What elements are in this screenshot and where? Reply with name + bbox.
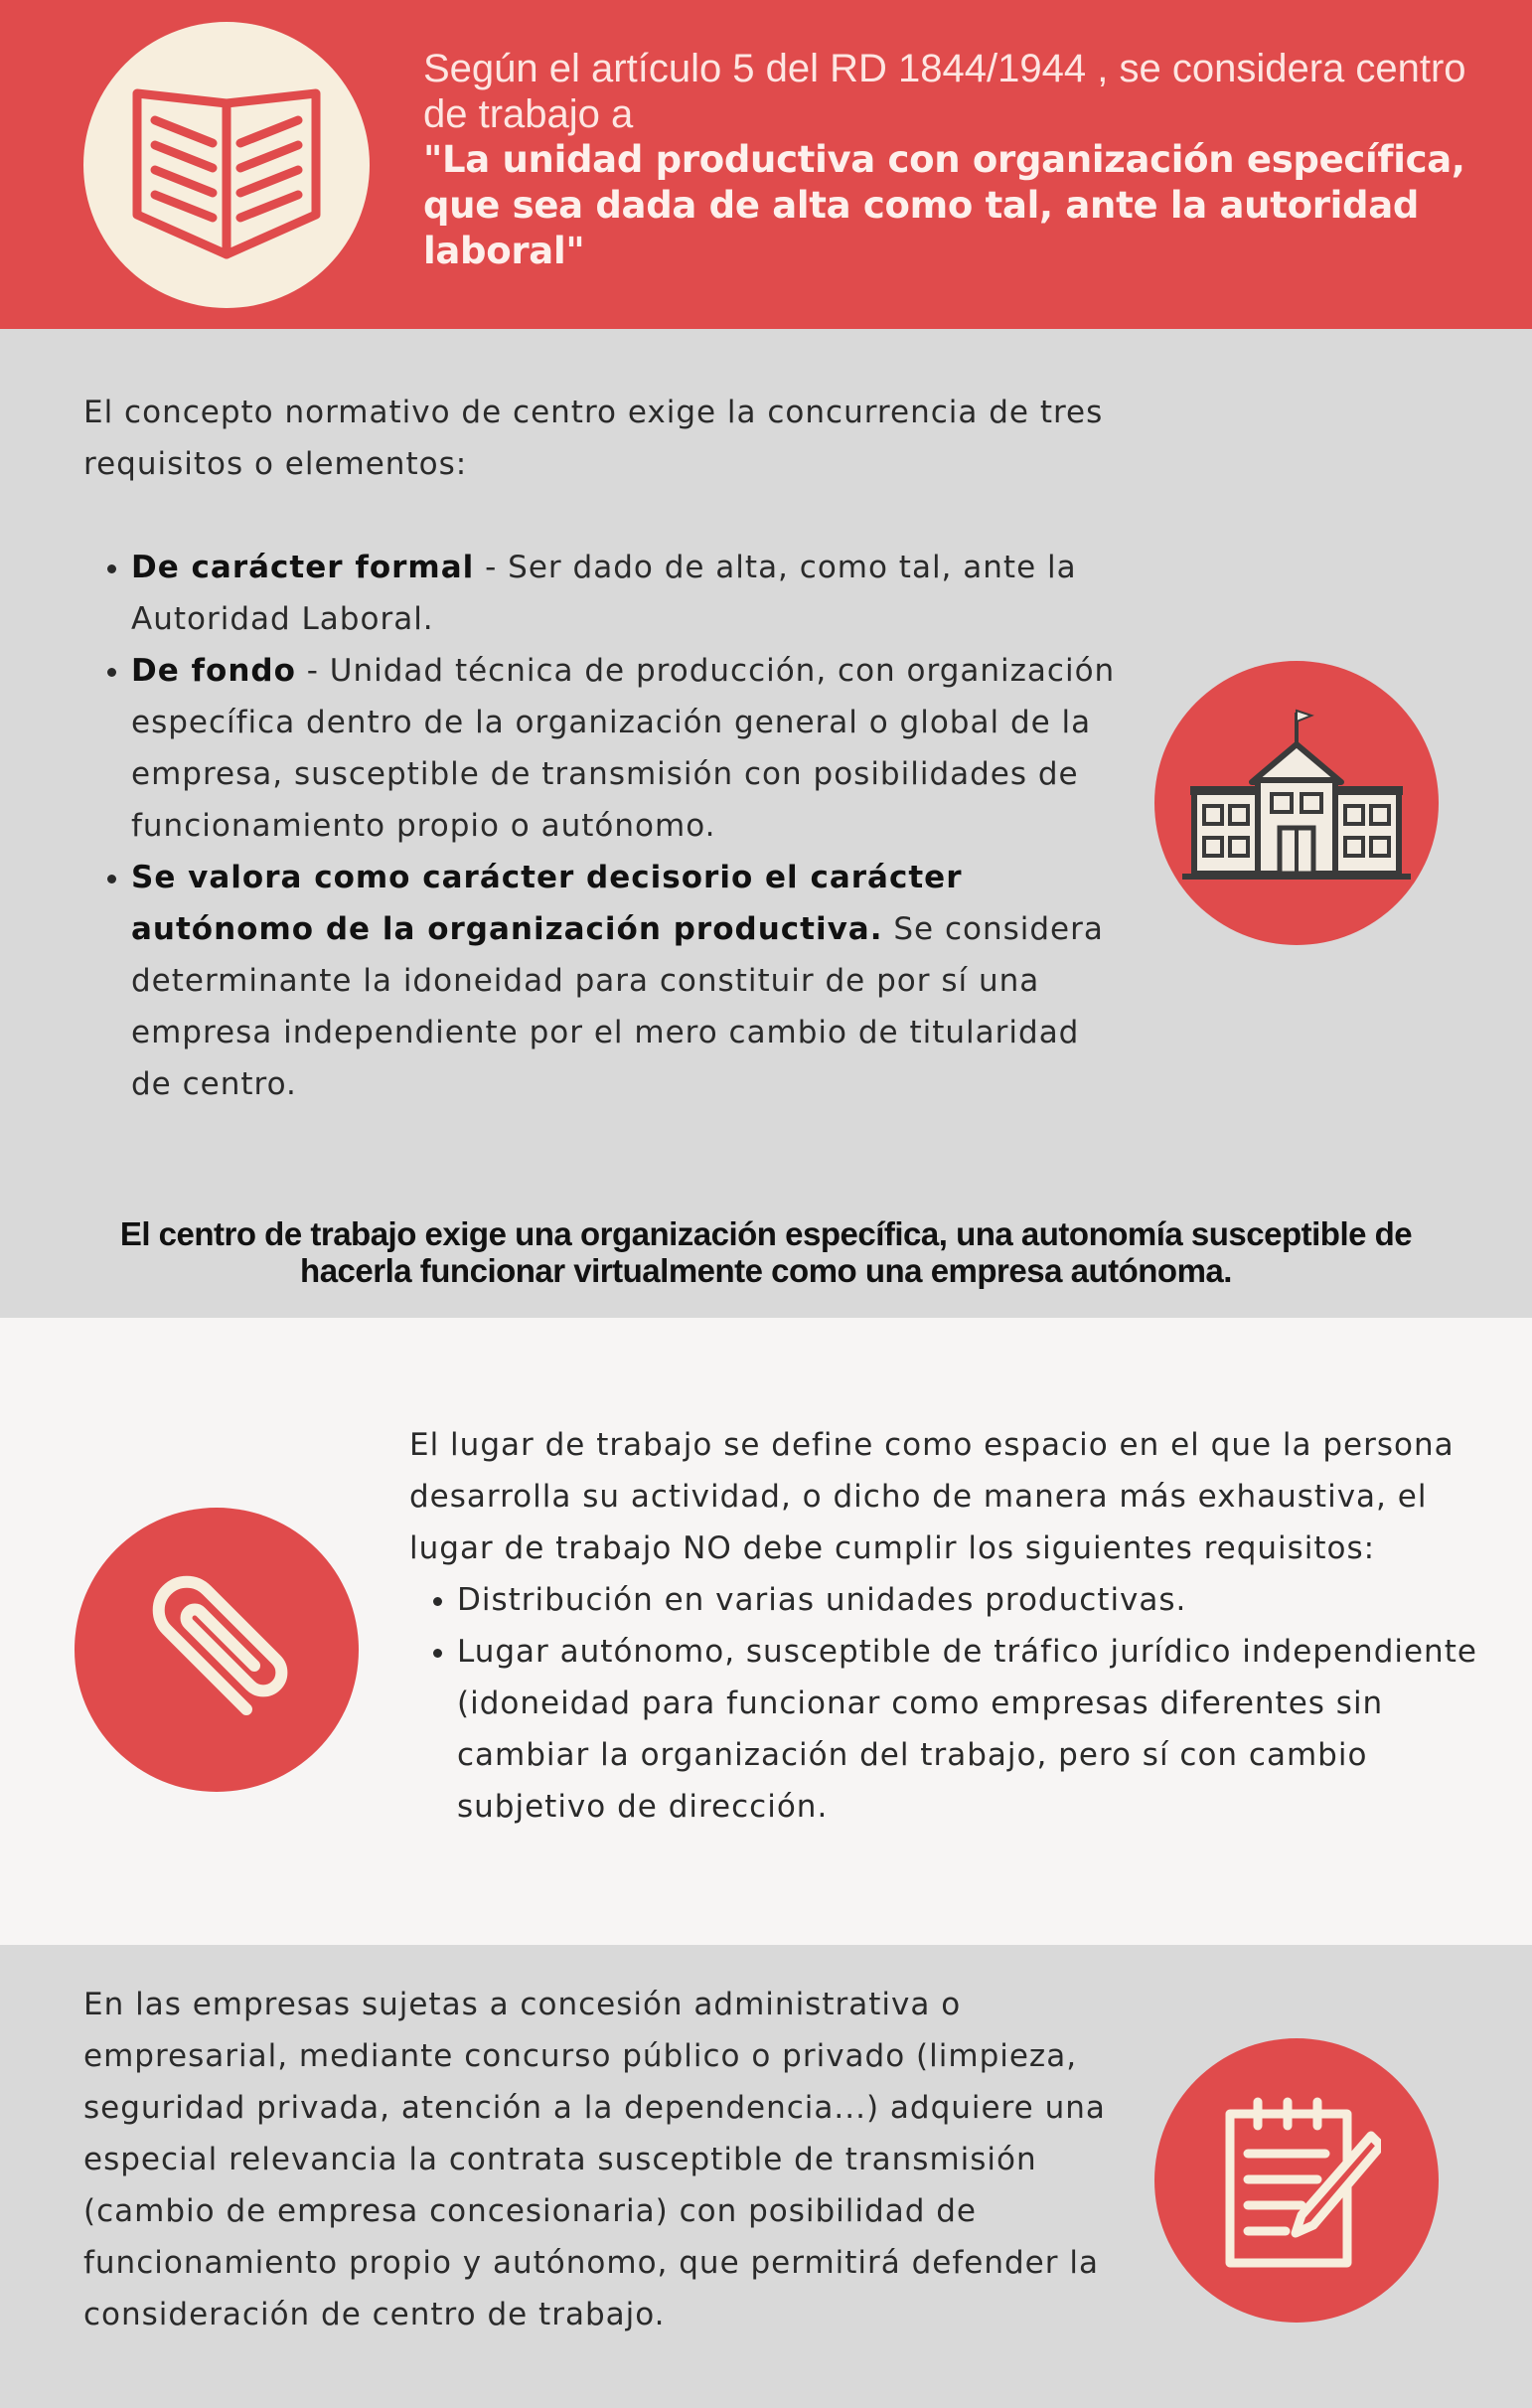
item-title: Se valora como carácter decisorio el carácter autónomo de la organización productiva. (131, 860, 963, 947)
notepad-pencil-icon (1222, 2096, 1381, 2270)
concession-body (83, 1979, 1137, 2340)
requirements-body (83, 387, 1127, 1110)
notepad-icon-circle (1154, 2038, 1439, 2323)
workplace-section (0, 1318, 1532, 1945)
header-icon-circle (83, 22, 370, 308)
item-text: - Ser dado de alta, como tal, ante la Autoridad Laboral. (131, 550, 1077, 637)
list-item: • Distribución en varias unidades productivas. (457, 1574, 1482, 1626)
open-book-icon (127, 66, 326, 264)
header-quote: "La unidad productiva con organización específica, que sea dada de alta como tal, ante la autoridad laboral" (423, 138, 1465, 272)
requirements-summary: El centro de trabajo exige una organización específica, una autonomía susceptible de hacerla funcionar virtualmente como una empresa autónoma. (119, 1215, 1413, 1289)
list-item (131, 542, 1127, 645)
building-icon-circle (1154, 661, 1439, 945)
item-text: Se considera determinante la idoneidad para constituir de por sí una empresa independiente por el mero cambio de titularidad de centro. (131, 911, 1104, 1102)
header-banner (0, 0, 1532, 329)
header-text (423, 46, 1476, 274)
concession-section (0, 1945, 1532, 2408)
list-item: • Lugar autónomo, susceptible de tráfico jurídico independiente (idoneidad para funcionar como empresas diferentes sin cambiar la organización del trabajo, pero sí con cambio subjetivo de dirección. (457, 1626, 1482, 1833)
concession-text: En las empresas sujetas a concesión administrativa o empresarial, mediante concurso público o privado (limpieza, seguridad privada, atención a la dependencia...) adquiere una especial relevancia la contrata susceptible de transmisión (cambio de empresa concesionaria) con posibilidad de funcionamiento propio y autónomo, que permitirá defender la consideración de centro de trabajo. (83, 1987, 1106, 2332)
requirements-intro: El concepto normativo de centro exige la concurrencia de tres requisitos o elementos: (83, 395, 1104, 482)
requirements-list (83, 542, 1127, 1110)
workplace-list (409, 1574, 1482, 1833)
requirements-section (0, 329, 1532, 1318)
item-text: - Unidad técnica de producción, con organización específica dentro de la organización general o global de la empresa, susceptible de transmisión con posibilidades de funcionamiento propio o autónomo. (131, 653, 1116, 844)
workplace-intro: El lugar de trabajo se define como espacio en el que la persona desarrolla su actividad, o dicho de manera más exhaustiva, el lugar de trabajo NO debe cumplir los siguientes requisitos: (409, 1427, 1455, 1566)
workplace-body (409, 1419, 1482, 1833)
header-intro: Según el artículo 5 del RD 1844/1944 , se considera centro de trabajo a (423, 47, 1466, 136)
item-title: De fondo (131, 653, 296, 689)
list-item (131, 645, 1127, 852)
paperclip-icon (127, 1560, 306, 1739)
item-title: De carácter formal (131, 550, 475, 585)
school-building-icon (1182, 701, 1411, 899)
list-item (131, 852, 1127, 1110)
paperclip-icon-circle (75, 1508, 359, 1792)
